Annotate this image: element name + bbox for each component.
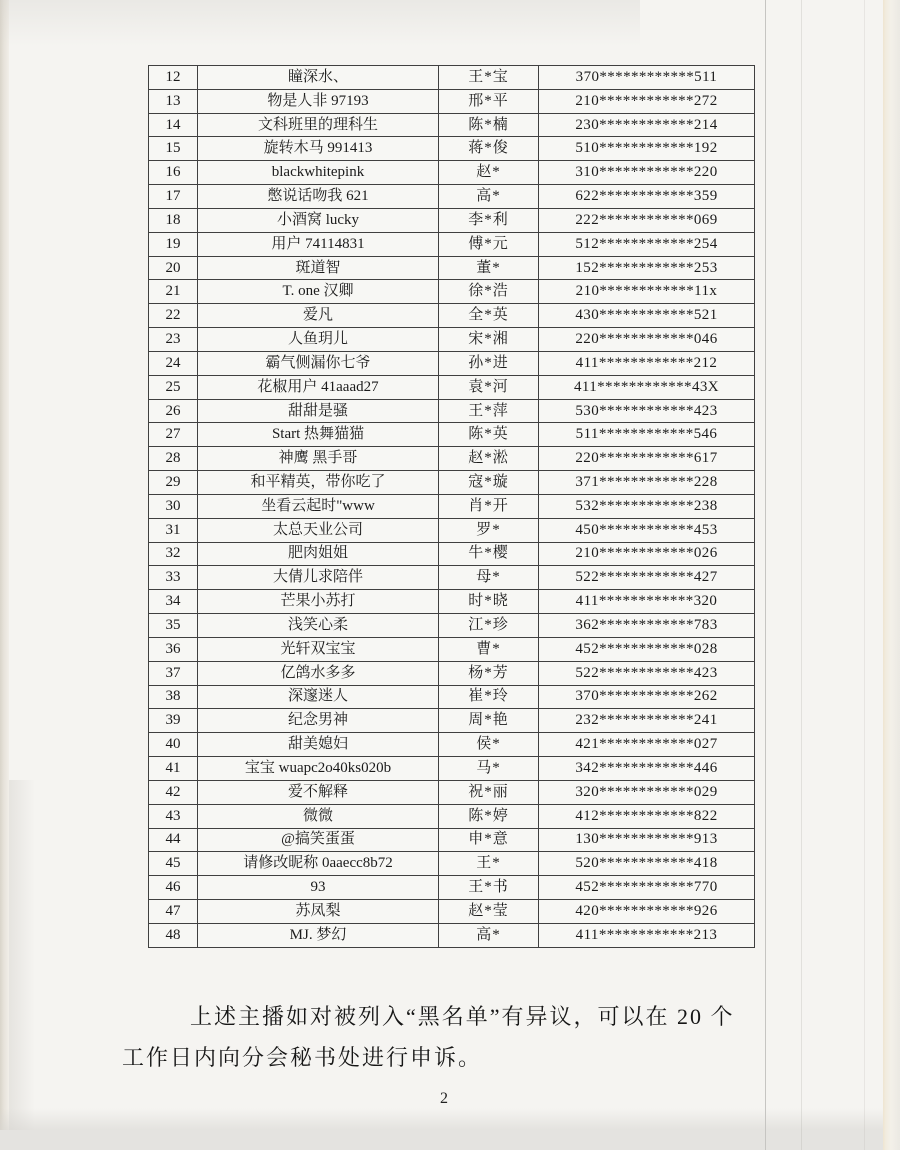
id-number-cell: 152************253 [539,257,755,281]
id-number-cell: 411************43X [539,376,755,400]
real-name-cell: 时*晓 [439,590,539,614]
row-number-cell: 19 [149,233,198,257]
scan-crease-line [801,0,802,1150]
table-row [149,233,755,257]
id-number-cell: 420************926 [539,900,755,924]
id-number-cell: 452************770 [539,876,755,900]
nickname-cell: 93 [198,876,439,900]
appeal-line-2: 工作日内向分会秘书处进行申诉。 [122,1045,483,1070]
table-row [149,876,755,900]
real-name-cell: 蒋*俊 [439,137,539,161]
table-row [149,471,755,495]
page-fold-line [765,0,766,1150]
real-name-cell: 宋*湘 [439,328,539,352]
id-number-cell: 130************913 [539,829,755,853]
nickname-cell: MJ. 梦幻 [198,924,439,948]
nickname-cell: 大倩儿求陪伴 [198,566,439,590]
id-number-cell: 210************026 [539,543,755,567]
table-row [149,66,755,90]
id-number-cell: 421************027 [539,733,755,757]
table-row [149,852,755,876]
table-row [149,114,755,138]
table-row [149,304,755,328]
id-number-cell: 370************262 [539,686,755,710]
real-name-cell: 邢*平 [439,90,539,114]
row-number-cell: 29 [149,471,198,495]
appeal-line-1: 上述主播如对被列入“黑名单”有异议，可以在 20 个 [190,1004,735,1029]
table-row [149,352,755,376]
nickname-cell: 爱不解释 [198,781,439,805]
scan-top-shading [0,0,640,46]
real-name-cell: 徐*浩 [439,280,539,304]
id-number-cell: 510************192 [539,137,755,161]
row-number-cell: 22 [149,304,198,328]
table-row [149,638,755,662]
nickname-cell: 深邃迷人 [198,686,439,710]
id-number-cell: 342************446 [539,757,755,781]
nickname-cell: 浅笑心柔 [198,614,439,638]
row-number-cell: 30 [149,495,198,519]
real-name-cell: 高* [439,924,539,948]
id-number-cell: 320************029 [539,781,755,805]
id-number-cell: 232************241 [539,709,755,733]
table-row [149,519,755,543]
id-number-cell: 522************423 [539,662,755,686]
row-number-cell: 46 [149,876,198,900]
id-number-cell: 210************272 [539,90,755,114]
row-number-cell: 13 [149,90,198,114]
real-name-cell: 全*英 [439,304,539,328]
row-number-cell: 34 [149,590,198,614]
row-number-cell: 44 [149,829,198,853]
row-number-cell: 17 [149,185,198,209]
table-row [149,376,755,400]
nickname-cell: 亿鸽水多多 [198,662,439,686]
row-number-cell: 35 [149,614,198,638]
real-name-cell: 赵*莹 [439,900,539,924]
nickname-cell: 太总天业公司 [198,519,439,543]
real-name-cell: 祝*丽 [439,781,539,805]
real-name-cell: 周*艳 [439,709,539,733]
row-number-cell: 45 [149,852,198,876]
row-number-cell: 12 [149,66,198,90]
table-row [149,400,755,424]
nickname-cell: 物是人非 97193 [198,90,439,114]
table-row [149,280,755,304]
row-number-cell: 42 [149,781,198,805]
row-number-cell: 15 [149,137,198,161]
nickname-cell: 人鱼玥儿 [198,328,439,352]
row-number-cell: 33 [149,566,198,590]
row-number-cell: 14 [149,114,198,138]
row-number-cell: 39 [149,709,198,733]
table-row [149,900,755,924]
id-number-cell: 412************822 [539,805,755,829]
nickname-cell: 甜美媳妇 [198,733,439,757]
row-number-cell: 47 [149,900,198,924]
real-name-cell: 傅*元 [439,233,539,257]
page-number: 2 [440,1090,448,1107]
real-name-cell: 罗* [439,519,539,543]
id-number-cell: 450************453 [539,519,755,543]
id-number-cell: 411************213 [539,924,755,948]
scan-left-shadow [9,780,35,1150]
row-number-cell: 24 [149,352,198,376]
table-row [149,495,755,519]
id-number-cell: 532************238 [539,495,755,519]
table-row [149,543,755,567]
row-number-cell: 20 [149,257,198,281]
real-name-cell: 赵* [439,161,539,185]
real-name-cell: 孙*进 [439,352,539,376]
id-number-cell: 622************359 [539,185,755,209]
real-name-cell: 曹* [439,638,539,662]
real-name-cell: 申*意 [439,829,539,853]
real-name-cell: 王*萍 [439,400,539,424]
nickname-cell: 肥肉姐姐 [198,543,439,567]
id-number-cell: 511************546 [539,423,755,447]
row-number-cell: 41 [149,757,198,781]
real-name-cell: 王* [439,852,539,876]
nickname-cell: T. one 汉卿 [198,280,439,304]
row-number-cell: 27 [149,423,198,447]
table-row [149,447,755,471]
id-number-cell: 520************418 [539,852,755,876]
real-name-cell: 牛*樱 [439,543,539,567]
nickname-cell: 瞳深水、 [198,66,439,90]
id-number-cell: 210************11x [539,280,755,304]
id-number-cell: 411************320 [539,590,755,614]
id-number-cell: 452************028 [539,638,755,662]
id-number-cell: 310************220 [539,161,755,185]
id-number-cell: 220************617 [539,447,755,471]
table-row [149,90,755,114]
id-number-cell: 411************212 [539,352,755,376]
table-row [149,829,755,853]
row-number-cell: 16 [149,161,198,185]
real-name-cell: 高* [439,185,539,209]
id-number-cell: 512************254 [539,233,755,257]
nickname-cell: Start 热舞猫猫 [198,423,439,447]
real-name-cell: 王*书 [439,876,539,900]
id-number-cell: 230************214 [539,114,755,138]
nickname-cell: 小酒窝 lucky [198,209,439,233]
table-row [149,328,755,352]
real-name-cell: 董* [439,257,539,281]
appeal-paragraph [122,996,735,1078]
table-row [149,137,755,161]
blacklist-table [148,65,755,948]
row-number-cell: 38 [149,686,198,710]
id-number-cell: 371************228 [539,471,755,495]
row-number-cell: 25 [149,376,198,400]
table-row [149,257,755,281]
nickname-cell: 芒果小苏打 [198,590,439,614]
nickname-cell: 爱凡 [198,304,439,328]
nickname-cell: blackwhitepink [198,161,439,185]
nickname-cell: 神鹰 黑手哥 [198,447,439,471]
nickname-cell: 纪念男神 [198,709,439,733]
row-number-cell: 26 [149,400,198,424]
table-row [149,733,755,757]
nickname-cell: 和平精英，带你吃了 [198,471,439,495]
row-number-cell: 37 [149,662,198,686]
real-name-cell: 杨*芳 [439,662,539,686]
real-name-cell: 江*珍 [439,614,539,638]
nickname-cell: 花椒用户 41aaad27 [198,376,439,400]
real-name-cell: 母* [439,566,539,590]
nickname-cell: 用户 74114831 [198,233,439,257]
row-number-cell: 18 [149,209,198,233]
row-number-cell: 32 [149,543,198,567]
real-name-cell: 侯* [439,733,539,757]
real-name-cell: 王*宝 [439,66,539,90]
table-row [149,566,755,590]
table-row [149,805,755,829]
nickname-cell: 甜甜是骚 [198,400,439,424]
real-name-cell: 袁*河 [439,376,539,400]
row-number-cell: 31 [149,519,198,543]
nickname-cell: @搞笑蛋蛋 [198,829,439,853]
id-number-cell: 362************783 [539,614,755,638]
nickname-cell: 斑道智 [198,257,439,281]
nickname-cell: 坐看云起时"www [198,495,439,519]
table-row [149,161,755,185]
nickname-cell: 请修改昵称 0aaecc8b72 [198,852,439,876]
row-number-cell: 23 [149,328,198,352]
table-row [149,185,755,209]
nickname-cell: 霸气侧漏你七爷 [198,352,439,376]
id-number-cell: 530************423 [539,400,755,424]
real-name-cell: 肖*开 [439,495,539,519]
real-name-cell: 马* [439,757,539,781]
row-number-cell: 21 [149,280,198,304]
row-number-cell: 43 [149,805,198,829]
real-name-cell: 李*利 [439,209,539,233]
table-row [149,590,755,614]
table-row [149,423,755,447]
real-name-cell: 寇*璇 [439,471,539,495]
scan-left-edge [0,0,9,1150]
nickname-cell: 憋说话吻我 621 [198,185,439,209]
nickname-cell: 光轩双宝宝 [198,638,439,662]
scan-crease-line [864,0,865,1150]
row-number-cell: 36 [149,638,198,662]
real-name-cell: 陈*英 [439,423,539,447]
table-row [149,209,755,233]
nickname-cell: 旋转木马 991413 [198,137,439,161]
table-row [149,709,755,733]
table-row [149,662,755,686]
nickname-cell: 文科班里的理科生 [198,114,439,138]
id-number-cell: 522************427 [539,566,755,590]
table-row [149,686,755,710]
nickname-cell: 苏凤梨 [198,900,439,924]
id-number-cell: 370************511 [539,66,755,90]
row-number-cell: 40 [149,733,198,757]
id-number-cell: 222************069 [539,209,755,233]
table-row [149,757,755,781]
table-row [149,924,755,948]
real-name-cell: 陈*婷 [439,805,539,829]
table-row [149,781,755,805]
nickname-cell: 微微 [198,805,439,829]
id-number-cell: 430************521 [539,304,755,328]
real-name-cell: 赵*淞 [439,447,539,471]
row-number-cell: 48 [149,924,198,948]
table-row [149,614,755,638]
real-name-cell: 陈*楠 [439,114,539,138]
scan-right-page-edge [883,0,900,1150]
real-name-cell: 崔*玲 [439,686,539,710]
id-number-cell: 220************046 [539,328,755,352]
nickname-cell: 宝宝 wuapc2o40ks020b [198,757,439,781]
row-number-cell: 28 [149,447,198,471]
